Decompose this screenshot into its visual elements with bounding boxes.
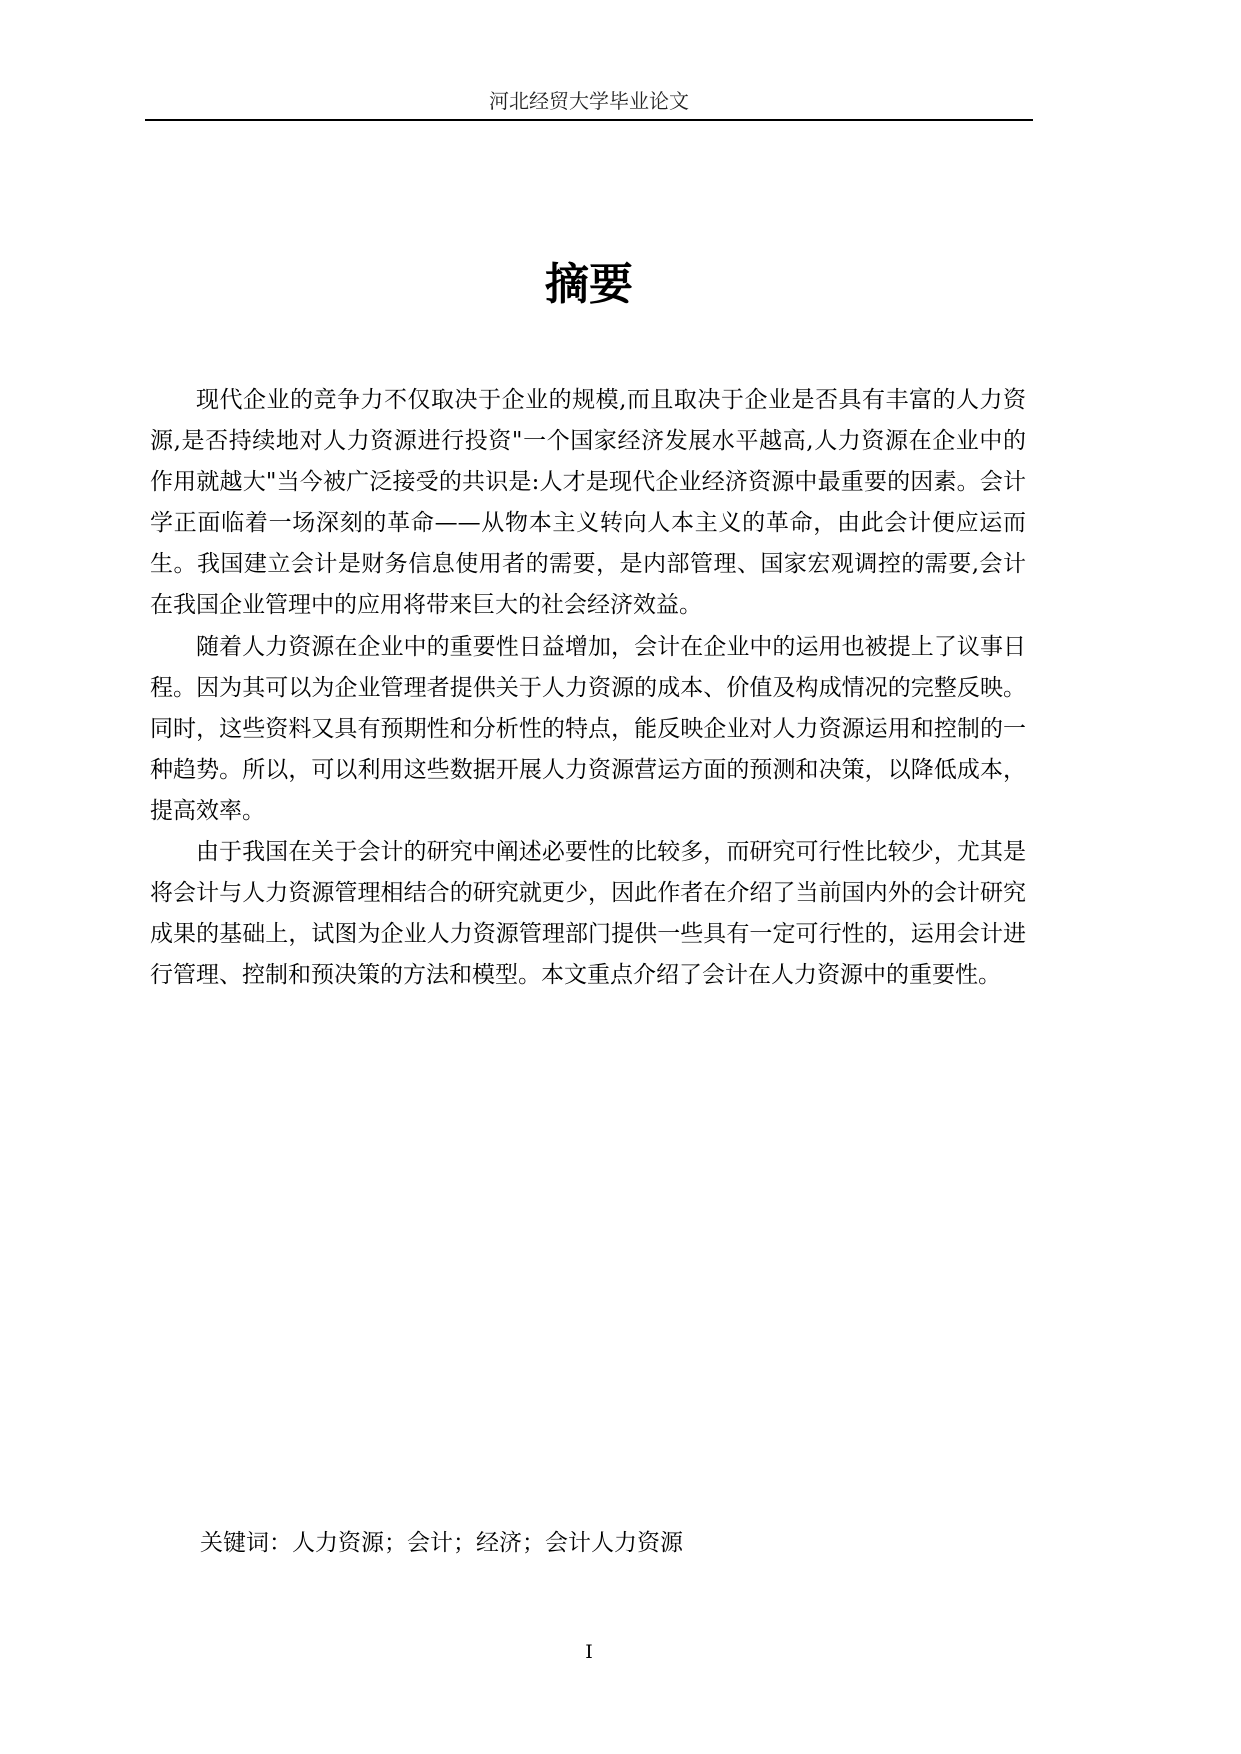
keywords-value: 人力资源；会计；经济；会计人力资源 [292,1530,683,1556]
page-title: 摘要 [545,259,633,310]
abstract-body [150,380,1026,996]
abstract-paragraph-3: 由于我国在关于会计的研究中阐述必要性的比较多，而研究可行性比较少，尤其是将会计与人力资源管理相结合的研究就更少，因此作者在介绍了当前国内外的会计研究成果的基础上，试图为企业人力资源管理部门提供一些具有一定可行性的，运用会计进行管理、控制和预决策的方法和模型。本文重点介绍了会计在人力资源中的重要性。 [150,839,1026,989]
header-rule [145,119,1033,121]
abstract-paragraph-1: 现代企业的竞争力不仅取决于企业的规模,而且取决于企业是否具有丰富的人力资源,是否持续地对人力资源进行投资"一个国家经济发展水平越高,人力资源在企业中的作用就越大"当今被广泛接受的共识是:人才是现代企业经济资源中最重要的因素。会计学正面临着一场深刻的革命——从物本主义转向人本主义的革命，由此会计便应运而生。我国建立会计是财务信息使用者的需要，是内部管理、国家宏观调控的需要,会计在我国企业管理中的应用将带来巨大的社会经济效益。 [150,387,1026,619]
running-header: 河北经贸大学毕业论文 [489,89,689,113]
keywords-label: 关键词： [200,1530,292,1556]
page-number: I [585,1641,593,1663]
keywords-line [200,1527,683,1559]
abstract-paragraph-2: 随着人力资源在企业中的重要性日益增加，会计在企业中的运用也被提上了议事日程。因为其可以为企业管理者提供关于人力资源的成本、价值及构成情况的完整反映。同时，这些资料又具有预期性和分析性的特点，能反映企业对人力资源运用和控制的一种趋势。所以，可以利用这些数据开展人力资源营运方面的预测和决策，以降低成本，提高效率。 [150,633,1026,824]
